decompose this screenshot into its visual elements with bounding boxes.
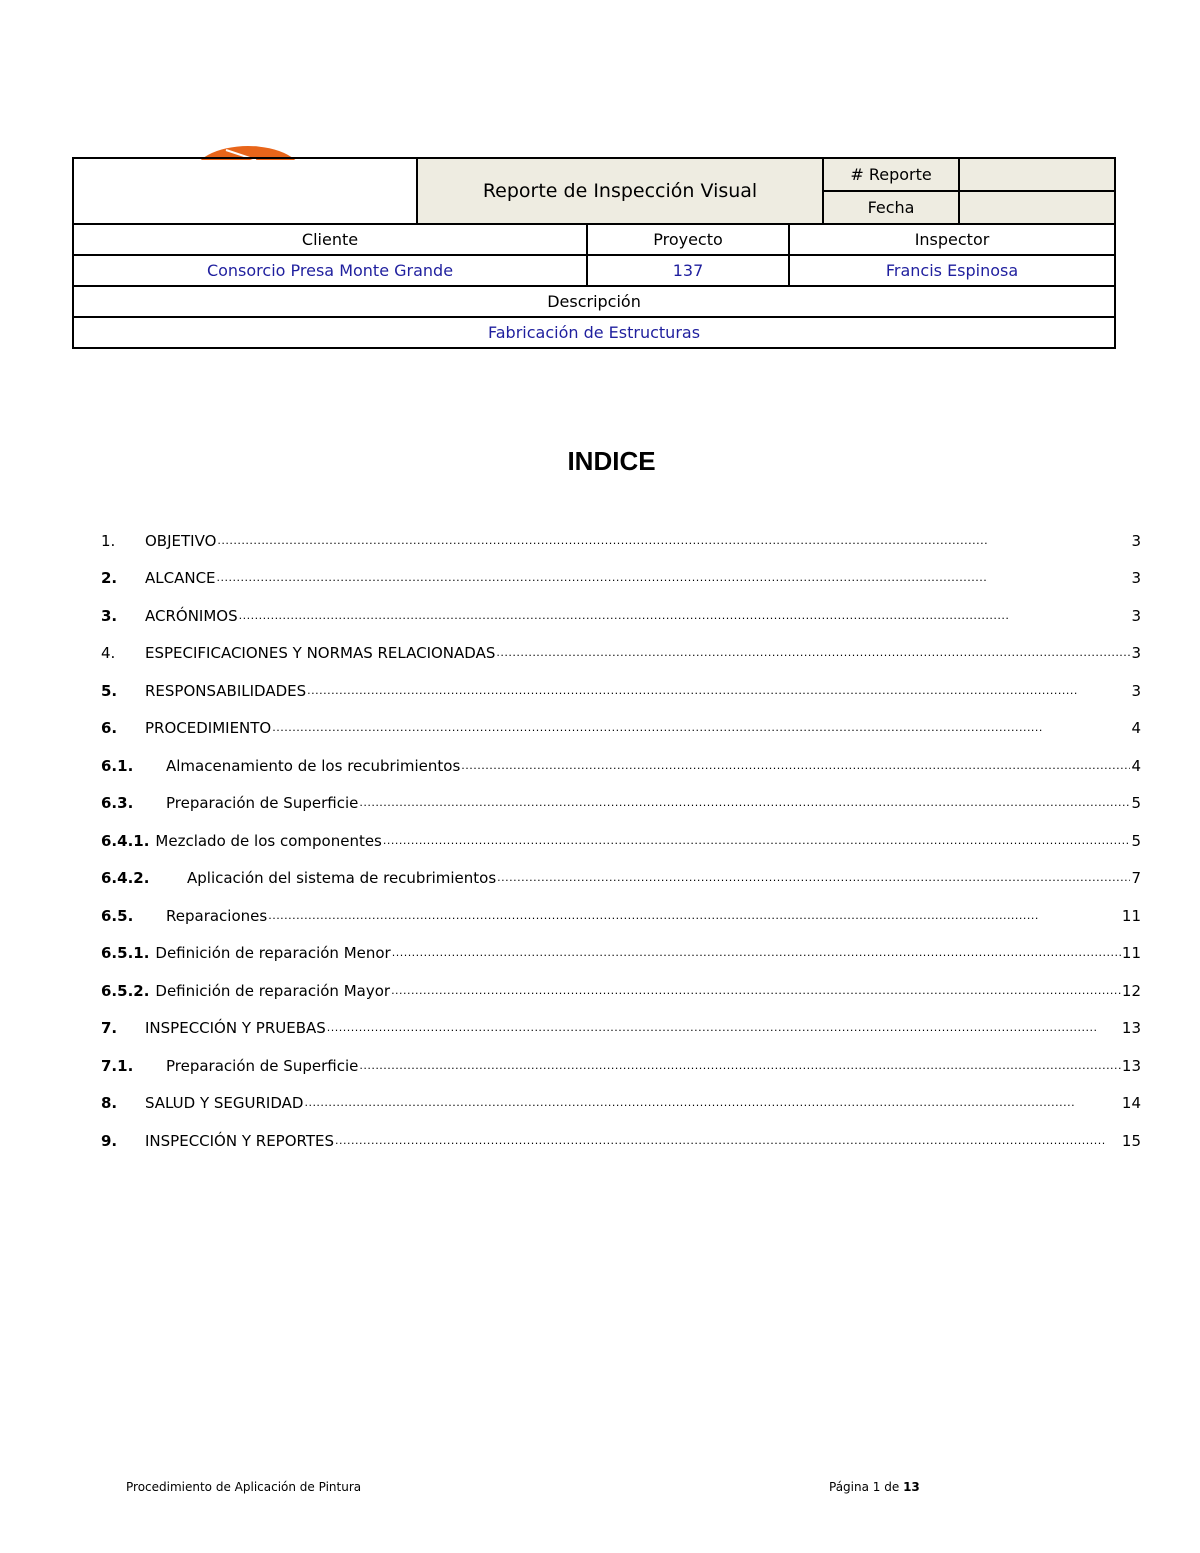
toc-entry-number: 3. xyxy=(101,607,118,625)
toc-entry-page: 3 xyxy=(1131,569,1141,587)
toc-entry[interactable] xyxy=(101,827,1141,855)
toc-entry[interactable] xyxy=(101,1089,1141,1117)
report-number-value xyxy=(959,158,1115,191)
toc-dot-leader xyxy=(327,1021,1121,1042)
toc-entry[interactable] xyxy=(101,564,1141,592)
toc-entry-number: 6. xyxy=(101,719,118,737)
toc-entry[interactable] xyxy=(101,864,1141,892)
toc-dot-leader xyxy=(383,834,1131,855)
toc-entry-label: INSPECCIÓN Y PRUEBAS xyxy=(145,1019,326,1037)
report-title: Reporte de Inspección Visual xyxy=(417,158,823,224)
toc-dot-leader xyxy=(392,946,1121,967)
toc-entry[interactable] xyxy=(101,639,1141,667)
toc-entry[interactable] xyxy=(101,602,1141,630)
date-value xyxy=(959,191,1115,224)
toc-entry-number: 6.4.1. xyxy=(101,832,150,850)
footer-page-prefix: Página 1 de xyxy=(829,1480,900,1494)
footer-document-title: Procedimiento de Aplicación de Pintura xyxy=(126,1480,362,1494)
toc-dot-leader xyxy=(359,796,1130,817)
toc-entry-page: 14 xyxy=(1121,1094,1141,1112)
toc-entry[interactable] xyxy=(101,1052,1141,1080)
project-label: Proyecto xyxy=(587,224,789,255)
toc-entry-label: PROCEDIMIENTO xyxy=(145,719,272,737)
toc-dot-leader xyxy=(272,721,1130,742)
index-title: INDICE xyxy=(567,446,656,476)
project-value: 137 xyxy=(587,255,789,286)
report-header-table xyxy=(72,157,1116,349)
inspector-label: Inspector xyxy=(789,224,1115,255)
toc-entry-number: 4. xyxy=(101,644,116,662)
toc-entry-page: 5 xyxy=(1131,832,1141,850)
logo-cell xyxy=(73,158,417,224)
toc-entry-page: 3 xyxy=(1131,644,1141,662)
footer-page-number xyxy=(829,1480,920,1494)
toc-entry-page: 5 xyxy=(1131,794,1141,812)
toc-entry-label: Preparación de Superficie xyxy=(166,1057,359,1075)
description-value: Fabricación de Estructuras xyxy=(73,317,1115,348)
toc-entry-label: Mezclado de los componentes xyxy=(155,832,382,850)
toc-entry-label: Almacenamiento de los recubrimientos xyxy=(166,757,461,775)
toc-entry[interactable] xyxy=(101,977,1141,1005)
toc-entry-number: 5. xyxy=(101,682,118,700)
toc-dot-leader xyxy=(461,759,1130,780)
toc-entry[interactable] xyxy=(101,902,1141,930)
toc-dot-leader xyxy=(307,684,1130,705)
toc-entry[interactable] xyxy=(101,789,1141,817)
toc-entry-label: RESPONSABILIDADES xyxy=(145,682,307,700)
toc-entry-label: SALUD Y SEGURIDAD xyxy=(145,1094,304,1112)
toc-dot-leader xyxy=(217,534,1130,555)
toc-entry-label: ACRÓNIMOS xyxy=(145,607,238,625)
toc-entry-label: OBJETIVO xyxy=(145,532,217,550)
client-value: Consorcio Presa Monte Grande xyxy=(73,255,587,286)
toc-entry-number: 6.3. xyxy=(101,794,134,812)
toc-entry-number: 1. xyxy=(101,532,116,550)
toc-entry-label: Definición de reparación Menor xyxy=(155,944,391,962)
toc-entry-page: 7 xyxy=(1131,869,1141,887)
toc-entry-number: 9. xyxy=(101,1132,118,1150)
toc-entry-number: 7.1. xyxy=(101,1057,134,1075)
toc-entry[interactable] xyxy=(101,1014,1141,1042)
toc-entry[interactable] xyxy=(101,714,1141,742)
description-label: Descripción xyxy=(73,286,1115,317)
toc-entry-page: 3 xyxy=(1131,607,1141,625)
toc-entry-label: Definición de reparación Mayor xyxy=(155,982,391,1000)
toc-entry-number: 6.5.1. xyxy=(101,944,150,962)
toc-entry-page: 4 xyxy=(1131,719,1141,737)
toc-entry-number: 6.5.2. xyxy=(101,982,150,1000)
toc-entry[interactable] xyxy=(101,1127,1141,1155)
toc-entry-label: ALCANCE xyxy=(145,569,216,587)
toc-entry-page: 3 xyxy=(1131,532,1141,550)
toc-entry-label: Reparaciones xyxy=(166,907,268,925)
date-label: Fecha xyxy=(823,191,959,224)
toc-entry[interactable] xyxy=(101,677,1141,705)
toc-entry-number: 8. xyxy=(101,1094,118,1112)
toc-dot-leader xyxy=(239,609,1131,630)
toc-dot-leader xyxy=(335,1134,1121,1155)
toc-dot-leader xyxy=(304,1096,1120,1117)
toc-entry-page: 13 xyxy=(1121,1057,1141,1075)
toc-entry-page: 13 xyxy=(1121,1019,1141,1037)
toc-entry-label: ESPECIFICACIONES Y NORMAS RELACIONADAS xyxy=(145,644,496,662)
toc-dot-leader xyxy=(497,871,1130,892)
toc-entry-number: 6.4.2. xyxy=(101,869,150,887)
toc-entry-page: 15 xyxy=(1121,1132,1141,1150)
toc-entry[interactable] xyxy=(101,752,1141,780)
client-label: Cliente xyxy=(73,224,587,255)
footer-page-total: 13 xyxy=(903,1480,920,1494)
toc-entry-page: 3 xyxy=(1131,682,1141,700)
toc-dot-leader xyxy=(391,984,1121,1005)
toc-entry-number: 2. xyxy=(101,569,118,587)
toc-entry-page: 4 xyxy=(1131,757,1141,775)
toc-entry-page: 11 xyxy=(1121,907,1141,925)
toc-dot-leader xyxy=(268,909,1121,930)
toc-entry-label: Preparación de Superficie xyxy=(166,794,359,812)
toc-entry-page: 11 xyxy=(1121,944,1141,962)
toc-dot-leader xyxy=(496,646,1130,667)
toc-entry[interactable] xyxy=(101,939,1141,967)
toc-dot-leader xyxy=(359,1059,1121,1080)
toc-entry-page: 12 xyxy=(1121,982,1141,1000)
toc-dot-leader xyxy=(217,571,1131,592)
toc-entry-number: 6.1. xyxy=(101,757,134,775)
toc-entry-label: INSPECCIÓN Y REPORTES xyxy=(145,1132,335,1150)
toc-entry-label: Aplicación del sistema de recubrimientos xyxy=(187,869,497,887)
toc-entry[interactable] xyxy=(101,527,1141,555)
report-number-label: # Reporte xyxy=(823,158,959,191)
toc-entry-number: 7. xyxy=(101,1019,118,1037)
toc-entry-number: 6.5. xyxy=(101,907,134,925)
inspector-value: Francis Espinosa xyxy=(789,255,1115,286)
